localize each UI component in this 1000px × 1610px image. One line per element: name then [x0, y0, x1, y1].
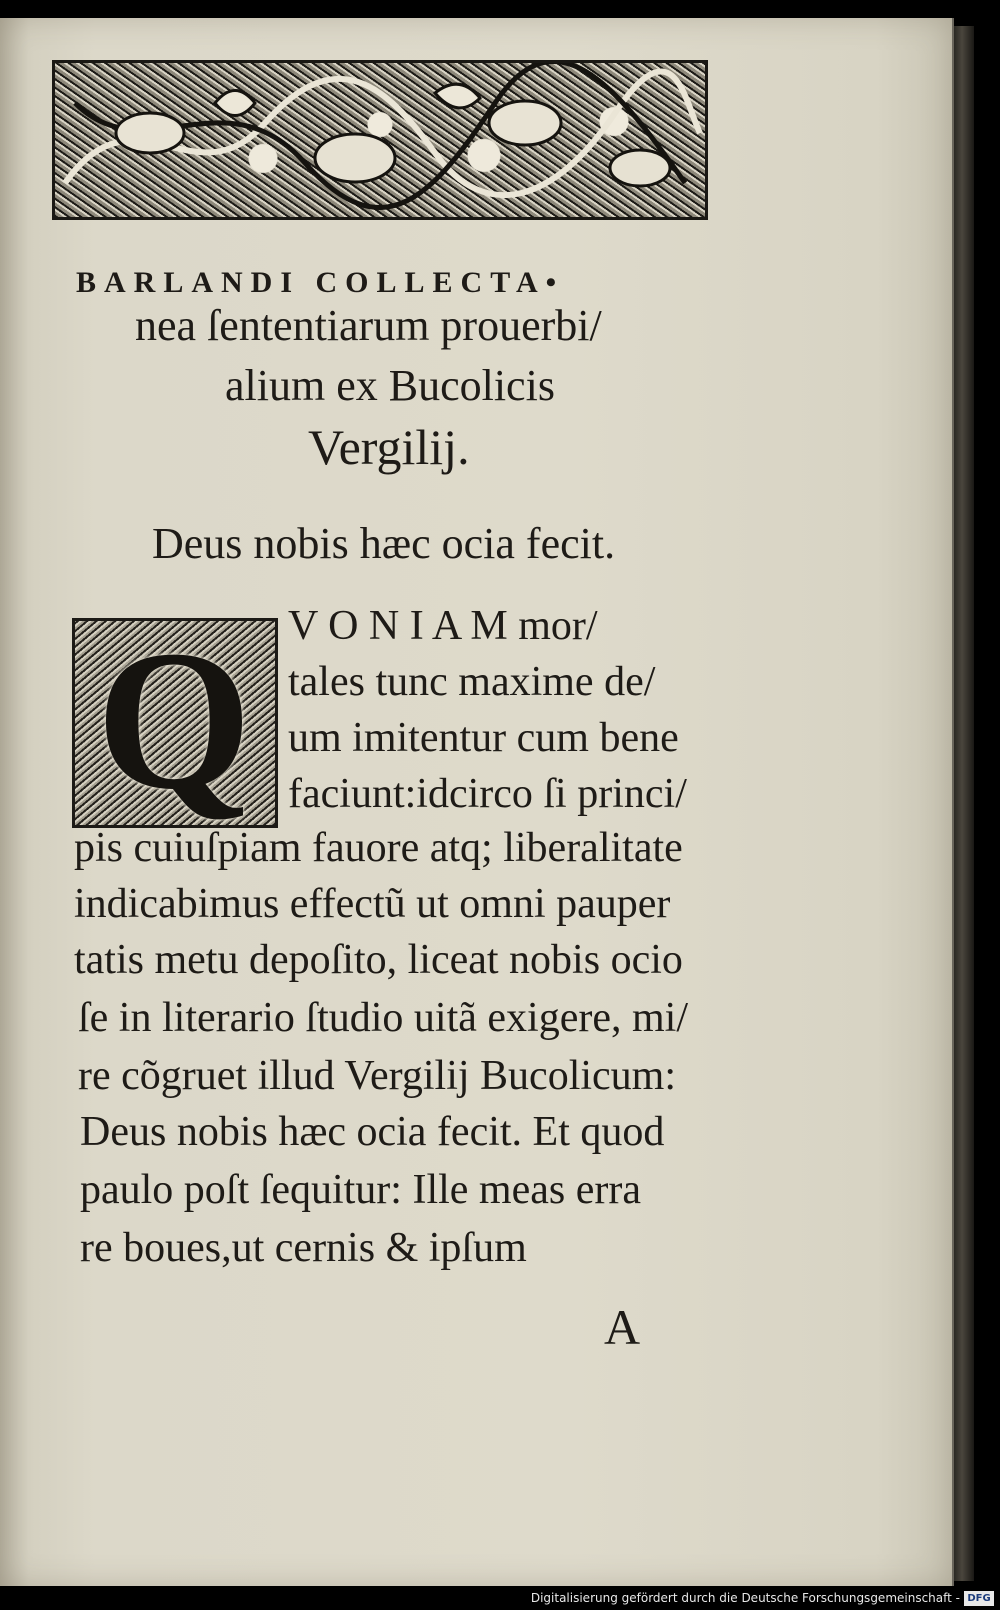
body-line: tales tunc maxime de/: [288, 659, 656, 705]
dfg-logo: DFG: [964, 1591, 994, 1606]
signature-mark: A: [604, 1299, 641, 1355]
body-line: pis cuiuſpiam fauore atq; liberalitate: [74, 825, 683, 871]
foliage-ornament: [55, 63, 705, 217]
footer-bar: [0, 1588, 1000, 1610]
body-line: re cõgruet illud Vergilij Bucolicum:: [78, 1053, 677, 1099]
page-edge: [954, 26, 974, 1581]
body-line: re boues,ut cernis & ipſum: [80, 1225, 527, 1271]
body-line: um imitentur cum bene: [288, 715, 679, 761]
title-line-2: nea ſententiarum prouerbi/: [135, 301, 602, 350]
body-line: indicabimus effectũ ut omni pauper: [74, 881, 671, 927]
footer-credit: Digitalisierung gefördert durch die Deutsche Forschungsgemeinschaft -: [530, 1591, 960, 1605]
body-line: ſe in literario ſtudio uitã exigere, mi/: [78, 995, 688, 1041]
motto-line: Deus nobis hæc ocia fecit.: [152, 519, 616, 568]
decorated-initial: [72, 610, 278, 831]
body-line: V O N I A M mor/: [288, 603, 598, 649]
title-line-1: BARLANDI COLLECTA•: [76, 266, 565, 299]
book-page: [0, 18, 954, 1586]
woodcut-banner: [52, 60, 708, 220]
body-line: faciunt:idcirco ſi princi/: [288, 771, 687, 817]
body-line: paulo poſt ſequitur: Ille meas erra: [80, 1167, 641, 1213]
title-line-4: Vergilij.: [308, 419, 470, 475]
initial-letter: Q: [96, 610, 252, 831]
body-line: Deus nobis hæc ocia fecit. Et quod: [80, 1109, 665, 1155]
title-line-3: alium ex Bucolicis: [225, 361, 555, 410]
body-line: tatis metu depoſito, liceat nobis ocio: [74, 937, 683, 983]
